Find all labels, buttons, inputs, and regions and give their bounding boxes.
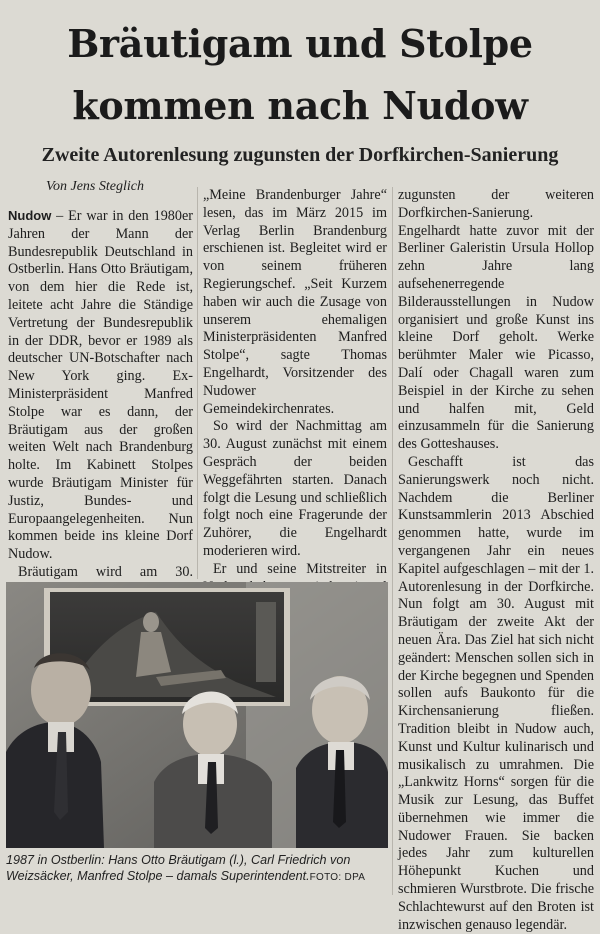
caption-text: 1987 in Ostberlin: Hans Otto Bräutigam (l.), Carl Friedrich von Weizsäcker, Manfred Stolpe – damals Superintendent.: [6, 853, 351, 883]
paragraph: Bräutigam wird am 30.: [18, 563, 193, 580]
headline-line-2: kommen nach Nudow: [72, 83, 528, 128]
column-divider: [392, 187, 393, 895]
article-column-2: [203, 187, 387, 632]
paragraph: zugunsten der weiteren Dorfkirchen-Sanierung. Engelhardt hatte zuvor mit der Berliner Galeristin Ursula Hollop zehn Jahre lang aufsehenerregende Bilderausstellungen in Nudow organisiert und große Kunst ins kleine Dorf geholt. Werke berühmter Maler wie Picasso, Dalí oder Chagall waren zum Beispiel in der Kirche zu sehen und halfen mit, Geld einzusammeln für die Sanierung des Gotteshauses.: [398, 187, 594, 453]
paragraph: Geschafft ist das Sanierungswerk noch nicht. Nachdem die Berliner Kunstsammlerin 2013 Abschied genommen hatte, wurde im vergangenen Jahr ein neues Kapitel aufgeschlagen – mit der 1. Autorenlesung in der Dorfkirche. Nun folgt am 30. August mit Bräutigam der zweite Akt der neuen Ära. Das Ziel hat sich nicht geändert: Menschen sollen sich in der Kirche begegnen und Spenden sollen aufs Baukonto für die Kirchensanierung fließen. Tradition bleibt in Nudow auch, Kunst und Kultur kulinarisch und musikalisch zu umrahmen. Die „Lankwitz Horns“ sorgen für die Musik zur Lesung, das Buffet übernehmen wie immer die Nudower Frauen. Sie backen jedes Jahr zum kulturellen Höhepunkt Kuchen und schmieren Wurstbrote. Die frische Schlachtewurst auf den Broten ist inzwischen genauso legendär.: [398, 453, 594, 933]
news-photo: [6, 582, 388, 848]
article-column-1: [8, 207, 193, 617]
dateline: Nudow: [8, 208, 52, 223]
paragraph-text: – Er war in den 1980er Jahren der Mann der Bundesrepublik Deutschland in Ostberlin. Hans Otto Bräutigam, von dem hier die Rede ist, leitete acht Jahre die Ständige Vertretung der Bundesrepublik in der DDR, bevor er 1989 als deutscher UN-Botschafter nach New York ging. Ex-Ministerpräsident Manfred Stolpe war es dann, der Bräutigam aus der großen weiten Welt nach Brandenburg holte. Im Kabinett Stolpes wurde Bräutigam Minister für Justiz, Bundes- und Europaangelegenheiten. Nun kommen beide ins kleine Dorf Nudow.: [8, 208, 193, 563]
paragraph: [8, 207, 193, 564]
paragraph: Er und seine Mitstreiter in: [213, 560, 387, 577]
column-divider: [197, 187, 198, 579]
photo-illustration: [6, 582, 388, 848]
headline-line-1: Bräutigam und Stolpe: [67, 21, 533, 66]
article-column-3: [398, 187, 594, 934]
photo-caption: [6, 852, 392, 886]
paragraph: So wird der Nachmittag am 30. August zunächst mit einem Gespräch der beiden Weggefährten starten. Danach folgt die Lesung und schließlich folgt noch eine Fragerunde der Zuhörer, die Engelhardt moderieren wird.: [203, 418, 387, 559]
photo-credit: FOTO: DPA: [309, 872, 366, 883]
byline: Von Jens Steglich: [46, 179, 144, 194]
subheadline: Zweite Autorenlesung zugunsten der Dorfkirchen-Sanierung: [41, 144, 559, 166]
paragraph: „Meine Brandenburger Jahre“ lesen, das im März 2015 im Verlag Berlin Brandenburg erschienen ist. Begleitet wird er von seinem früheren Regierungschef. „Seit Kurzem haben wir auch die Zusage von unserem ehemaligen Ministerpräsidenten Manfred Stolpe“, sagte Thomas Engelhardt, Vorsitzender des Nudower Gemeindekirchenrates.: [203, 187, 387, 417]
